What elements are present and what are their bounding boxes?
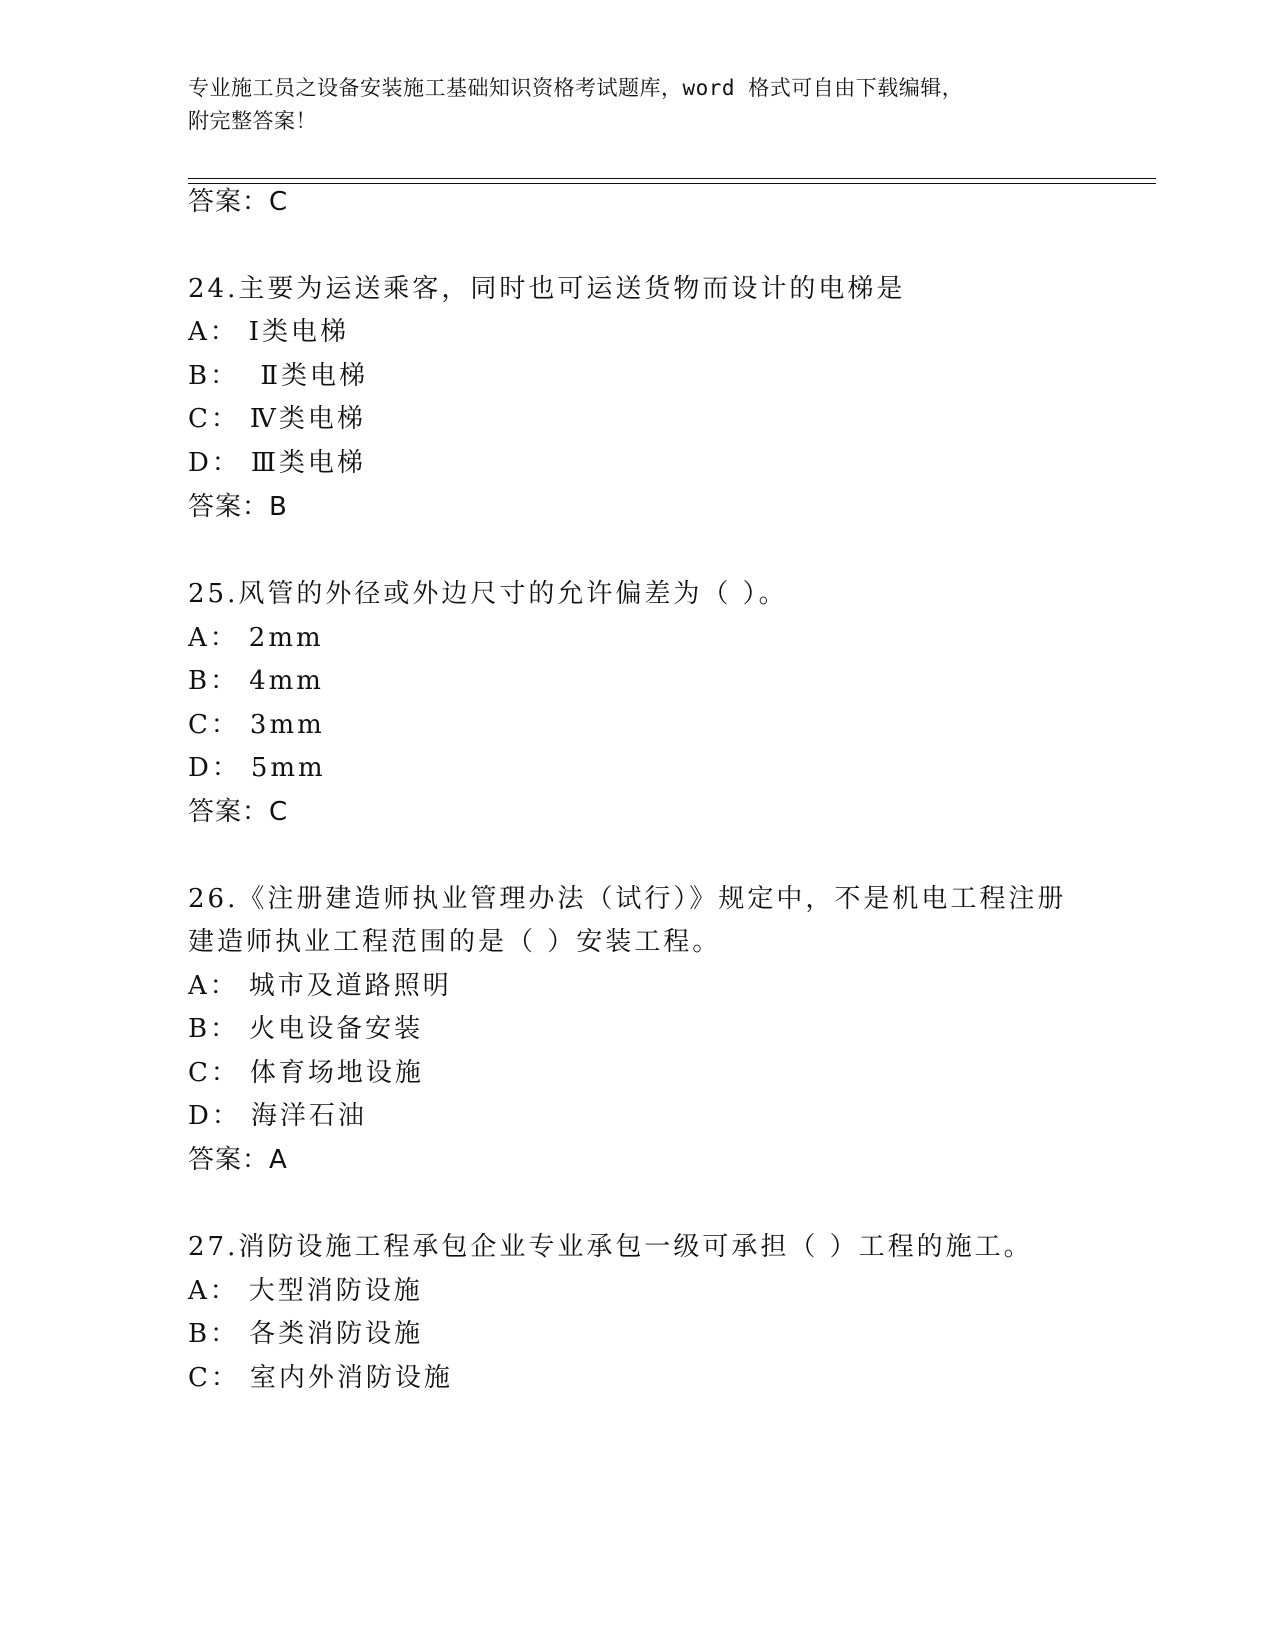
option-text: 城市及道路照明 [248,971,452,1001]
option-text: Ⅳ类电梯 [249,404,366,434]
question-stem: 25.风管的外径或外边尺寸的允许偏差为（ ）。 [188,579,788,609]
option-letter: C： [188,1058,240,1088]
option-d [188,1099,367,1133]
option-b [188,1317,423,1351]
option-letter: A： [188,623,239,653]
option-b [188,1012,423,1046]
question-stem-continued: 建造师执业工程范围的是（ ）安装工程。 [188,927,722,957]
option-a [188,969,452,1003]
option-text: 3mm [249,710,325,740]
option-letter: B： [188,1014,240,1044]
option-text: 4mm [249,666,324,696]
option-letter: A： [188,1276,239,1306]
option-text: 各类消防设施 [249,1319,424,1349]
option-text: 火电设备安装 [249,1014,424,1044]
question-stem: 24.主要为运送乘客，同时也可运送货物而设计的电梯是 [188,274,906,304]
option-d [188,751,326,785]
option-letter: D： [188,1101,241,1131]
answer-line: 答案：B [188,492,288,522]
option-text: 5mm [250,753,326,783]
option-text: 室内外消防设施 [249,1363,453,1393]
option-a [188,621,324,655]
option-b [188,359,368,393]
option-c [188,1361,453,1395]
header-divider-top [188,178,1156,179]
option-text: 海洋石油 [250,1101,367,1131]
option-letter: C： [188,404,240,434]
option-letter: C： [188,1363,240,1393]
option-text: 大型消防设施 [248,1276,423,1306]
option-a [188,315,349,349]
option-d [188,446,366,480]
option-letter: A： [188,971,239,1001]
previous-answer: 答案：C [188,187,289,217]
option-text: Ⅲ类电梯 [250,448,366,478]
option-letter: D： [188,753,241,783]
option-text: Ⅱ类电梯 [249,361,369,391]
option-letter: B： [188,361,240,391]
option-c [188,708,325,742]
question-stem: 26.《注册建造师执业管理办法（试行）》规定中，不是机电工程注册 [188,884,1067,914]
option-c [188,402,366,436]
option-a [188,1274,423,1308]
option-text: 体育场地设施 [249,1058,424,1088]
option-b [188,664,324,698]
option-text: 2mm [248,623,324,653]
question-stem: 27.消防设施工程承包企业专业承包一级可承担（ ）工程的施工。 [188,1232,1033,1262]
header-divider-bottom [188,183,1156,184]
option-text: Ⅰ类电梯 [248,317,350,347]
header-line-2: 附完整答案！ [188,109,317,133]
header-line-1: 专业施工员之设备安装施工基础知识资格考试题库，word 格式可自由下载编辑， [188,76,964,100]
option-letter: B： [188,1319,240,1349]
answer-line: 答案：A [188,1145,288,1175]
option-letter: B： [188,666,240,696]
document-header [188,72,1088,138]
option-letter: D： [188,448,241,478]
option-letter: C： [188,710,240,740]
option-letter: A： [188,317,239,347]
answer-line: 答案：C [188,797,289,827]
option-c [188,1056,424,1090]
